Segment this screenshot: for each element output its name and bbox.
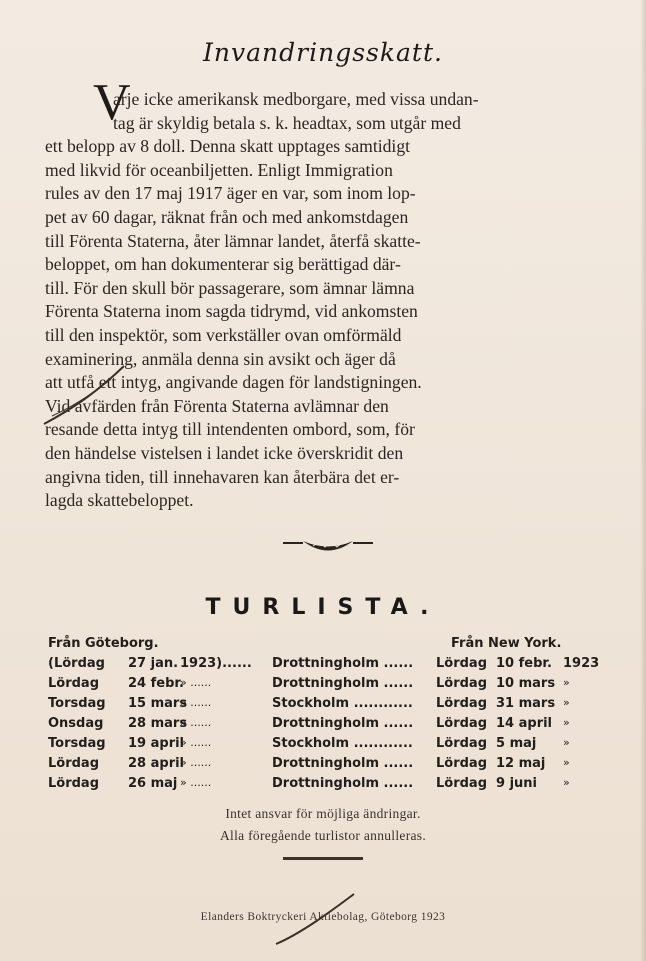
departure-date: 28 april [128, 756, 185, 771]
paragraph-line: examinering, anmäla denna sin avsikt och äger då [45, 348, 396, 369]
paragraph-line: arje icke amerikansk medborgare, med vissa undan- [113, 89, 479, 109]
departure-year: » ...... [180, 756, 212, 769]
decorative-ornament [283, 538, 373, 556]
departure-day: Lördag [48, 676, 100, 691]
paragraph-line: pet av 60 dagar, räknat från och med ankomstdagen [45, 206, 409, 227]
paragraph [45, 88, 563, 513]
departure-date: 26 maj [128, 776, 178, 791]
return-date: 10 mars [496, 676, 556, 691]
departure-date: 15 mars [128, 696, 188, 711]
ship-name: Stockholm ............ [272, 696, 413, 711]
paragraph-line: Vid avfärden från Förenta Staterna avlämnar den [45, 395, 389, 416]
return-day: Lördag [436, 736, 488, 751]
from-gothenburg-label: Från Göteborg. [48, 636, 159, 651]
departure-date: 24 febr. [128, 676, 184, 691]
return-year: » [563, 736, 570, 749]
return-day: Lördag [436, 676, 488, 691]
departure-year: » ...... [180, 676, 212, 689]
return-day: Lördag [436, 756, 488, 771]
return-day: Lördag [436, 656, 488, 671]
return-year: » [563, 776, 570, 789]
ship-name: Drottningholm ...... [272, 676, 414, 691]
drop-cap: V [93, 74, 131, 131]
paragraph-line: ett belopp av 8 doll. Denna skatt upptages samtidigt [45, 136, 411, 157]
from-newyork-label: Från New York. [451, 636, 562, 651]
return-day: Lördag [436, 716, 488, 731]
page-title: Invandringsskatt. [203, 38, 443, 67]
return-year: » [563, 696, 570, 709]
note-no-liability: Intet ansvar för möjliga ändringar. [225, 806, 421, 821]
return-year: 1923 [563, 656, 600, 671]
paragraph-line: till Förenta Staterna, åter lämnar landet, återfå skatte- [45, 230, 421, 251]
schedule-heading: TURLISTA. [205, 595, 441, 620]
departure-day: Torsdag [48, 736, 106, 751]
departure-day: Onsdag [48, 716, 104, 731]
ship-name: Stockholm ............ [272, 736, 413, 751]
return-year: » [563, 716, 570, 729]
paragraph-line: beloppet, om han dokumenterar sig berättigad där- [45, 254, 401, 275]
ship-name: Drottningholm ...... [272, 776, 414, 791]
return-date: 14 april [496, 716, 553, 731]
ship-name: Drottningholm ...... [272, 716, 414, 731]
departure-date: 28 mars [128, 716, 188, 731]
paragraph-line: lagda skattebeloppet. [45, 490, 194, 511]
departure-year: » ...... [180, 736, 212, 749]
departure-date: 19 april [128, 736, 185, 751]
ship-name: Drottningholm ...... [272, 756, 414, 771]
note-cancelled: Alla föregående turlistor annulleras. [219, 828, 427, 843]
divider-rule [283, 857, 363, 860]
departure-day: (Lördag [48, 656, 105, 671]
paragraph-line: att utfå ett intyg, angivande dagen för landstigningen. [45, 372, 422, 393]
departure-year: » ...... [180, 716, 212, 729]
departure-day: Lördag [48, 756, 100, 771]
return-year: » [563, 756, 570, 769]
return-day: Lördag [436, 776, 488, 791]
return-year: » [563, 676, 570, 689]
paragraph-line: med likvid för oceanbiljetten. Enligt Immigration [45, 159, 393, 180]
departure-year: » ...... [180, 696, 212, 709]
schedule-notes [0, 803, 646, 847]
departure-day: Torsdag [48, 696, 106, 711]
ship-name: Drottningholm ...... [272, 656, 414, 671]
return-date: 9 juni [496, 776, 537, 791]
return-date: 10 febr. [496, 656, 552, 671]
departure-year: 1923)...... [180, 656, 252, 671]
departure-day: Lördag [48, 776, 100, 791]
return-date: 5 maj [496, 736, 537, 751]
paragraph-line: rules av den 17 maj 1917 äger en var, som inom lop- [45, 183, 416, 204]
paragraph-line: tag är skyldig betala s. k. headtax, som utgår med [113, 112, 461, 133]
return-day: Lördag [436, 696, 488, 711]
paragraph-line: till den inspektör, som verkställer ovan omförmäld [45, 324, 402, 345]
paragraph-line: resande detta intyg till intendenten ombord, som, för [45, 419, 415, 440]
departure-date: 27 jan. [128, 656, 179, 671]
printer-footer: Elanders Boktryckeri Aktiebolag, Göteborg 1923 [200, 911, 446, 923]
paragraph-line: Förenta Staterna inom sagda tidrymd, vid ankomsten [45, 301, 418, 322]
departure-year: » ...... [180, 776, 212, 789]
return-date: 31 mars [496, 696, 556, 711]
paragraph-line: till. För den skull bör passagerare, som ämnar lämna [45, 277, 415, 298]
return-date: 12 maj [496, 756, 546, 771]
paragraph-line: den händelse vistelsen i landet icke överskridit den [45, 442, 404, 463]
paragraph-line: angivna tiden, till innehavaren kan återbära det er- [45, 466, 400, 487]
